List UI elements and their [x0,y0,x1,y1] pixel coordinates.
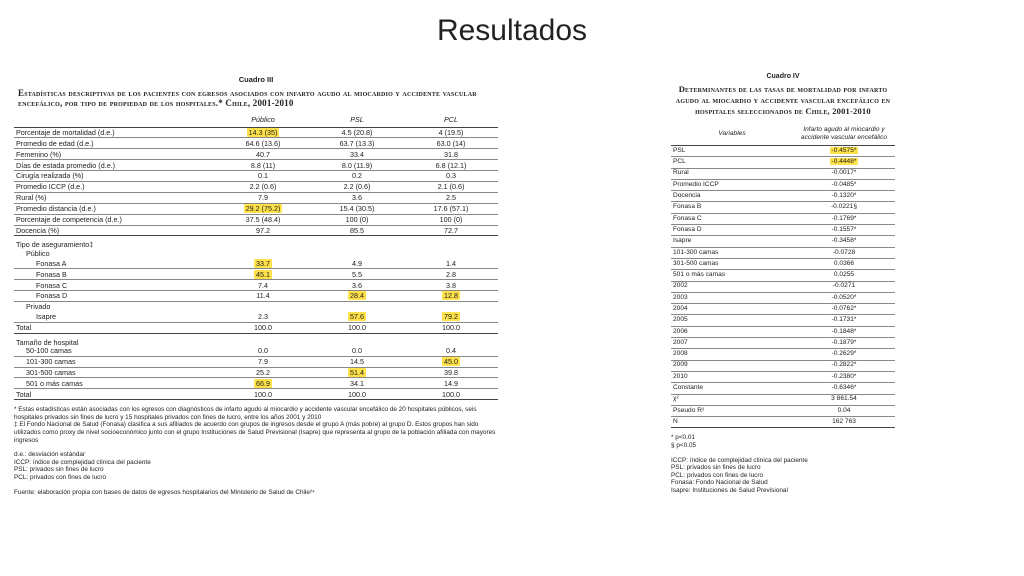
table-cell: 162 763 [793,417,895,428]
abbrev-item: Fonasa: Fondo Nacional de Salud [671,479,768,487]
table-cell: -0.3458* [793,236,895,247]
column-header: Infarto agudo al miocardio y accidente vascular encefálico [793,123,895,146]
table-cell: 0.4 [404,346,498,356]
highlighted-value: 45.1 [256,269,270,279]
row-label: Isapre [14,312,216,322]
table-cell: 2.5 [404,192,498,203]
row-label: Fonasa C [671,213,793,224]
table-cell [310,291,404,302]
row-label: Total [14,322,216,333]
table-cell: -0.0271 [793,281,895,292]
table-cell: -0.0017* [793,168,895,179]
table-cell [310,312,404,322]
table-cell: 85.5 [310,225,404,236]
table-cell: 8.8 (11) [216,160,310,171]
table-cell: 40.7 [216,149,310,160]
table-row [14,291,498,302]
section-label: Tipo de aseguramiento‡ [16,240,94,250]
table-cell: 100.0 [404,389,498,400]
table-cell: 100.0 [216,322,310,333]
table-cell: 0.1 [216,171,310,182]
table-row [671,304,895,315]
row-label: Docencia (%) [14,225,216,236]
table-cell: 2.3 [216,312,310,322]
table-cell: -0.0520* [793,292,895,303]
highlighted-value: 45.0 [444,356,458,366]
section-label-row [14,248,498,258]
abbrev-item: PSL: privados sin fines de lucro [671,464,761,472]
table-cell: 5.5 [310,269,404,280]
table-row [14,322,498,333]
table-cell: 15.4 (30.5) [310,203,404,214]
highlighted-value: 33.7 [256,258,270,268]
row-label: Femenino (%) [14,149,216,160]
table-cell: 39.8 [404,367,498,378]
table3-title: Estadísticas descriptivas de los pacientes con egresos asociados con infarto agudo al miocardio y accidente vascular encefálico, por tipo de propiedad de los hospitales.* Chile, 2001-2010 [18,87,477,108]
table-cell: -0.0485* [793,179,895,190]
table-cell: 100.0 [310,389,404,400]
table-cell: 3.8 [404,280,498,291]
table-row [14,367,498,378]
column-header: PCL [404,114,498,128]
row-label: 2007 [671,338,793,349]
table-cell: 0.2 [310,171,404,182]
table-cell [793,146,895,157]
table-row [671,405,895,416]
row-label: 2002 [671,281,793,292]
table-cell: 0.3 [404,171,498,182]
row-label: Días de estada promedio (d.e.) [14,160,216,171]
table-cell: 0.0255 [793,270,895,281]
table4-grid [671,123,895,428]
abbrev-item: Isapre: Instituciones de Salud Previsional [671,486,788,494]
table-row [671,146,895,157]
abbrev-item: d.e.: desviación estándar [14,451,86,459]
table-cell: 6.8 (12.1) [404,160,498,171]
abbrev-item: ICCP: índice de complejidad clínica del paciente [14,458,151,466]
table-cell: 25.2 [216,367,310,378]
table-row [671,383,895,394]
table-row [14,258,498,268]
section-label: Público [26,248,50,258]
table4-notes [671,434,895,494]
table-header-row [671,123,895,146]
table-cell: 2.1 (0.6) [404,181,498,192]
table-cell: 97.2 [216,225,310,236]
row-label: Promedio ICCP (d.e.) [14,181,216,192]
table-cell: -0.0728 [793,247,895,258]
row-label: 2003 [671,292,793,303]
table-row [671,270,895,281]
table-cell: 4 (19.5) [404,127,498,138]
table-row [671,191,895,202]
highlighted-value: 51.4 [350,367,364,377]
table-cell: -0.1557* [793,225,895,236]
table4-label: Cuadro IV [766,73,800,80]
highlighted-value: 12.8 [444,291,458,301]
table-row [671,179,895,190]
row-label: Promedio de edad (d.e.) [14,138,216,149]
row-label: 2004 [671,304,793,315]
row-label: PCL [671,157,793,168]
table-row [671,360,895,371]
section-label-row [14,236,498,249]
highlighted-value: -0.4575* [831,146,857,154]
table-cell: 100 (0) [310,214,404,225]
table-cell [216,378,310,389]
row-label: Constante [671,383,793,394]
table3-label: Cuadro III [238,75,274,84]
table-row [14,225,498,236]
row-label: Fonasa A [14,258,216,268]
row-label: Isapre [671,236,793,247]
section-label: Tamaño de hospital [16,337,79,347]
row-label: 2008 [671,349,793,360]
table-cell: 31.8 [404,149,498,160]
table-row [671,247,895,258]
table-row [14,378,498,389]
table-row [14,149,498,160]
table-cell [793,157,895,168]
table3-note: ‡ El Fondo Nacional de Salud (Fonasa) clasifica a sus afiliados de acuerdo con grupos de ingresos desde el grupo A (más pobre) al grupo D. Estos grupos han sido utilizados como proxy de nivel socioeconómico junto con el grupo Instituciones de Salud Previsional (Isapre) que representa al grupo de la población afiliada con mayores ingresos [14,421,496,444]
table-cell: -0.0221§ [793,202,895,213]
row-label: Porcentaje de mortalidad (d.e.) [14,127,216,138]
table-row [671,371,895,382]
table3-notes [14,406,498,496]
table-cell: -0.2629* [793,349,895,360]
table-cell: 0.0 [216,346,310,356]
table-cell: -0.2380* [793,371,895,382]
row-label: Fonasa D [671,225,793,236]
highlighted-value: 28.4 [350,291,364,301]
table-cell: 11.4 [216,291,310,302]
table-cell [216,127,310,138]
table-cell: 63.7 (13.3) [310,138,404,149]
table-cell: 0.0 [310,346,404,356]
table-cell: 14.5 [310,356,404,367]
table-cell: 2.2 (0.6) [216,181,310,192]
row-label: 50-100 camas [14,346,216,356]
row-label: Fonasa D [14,291,216,302]
row-label: Docencia [671,191,793,202]
table-cell: 37.5 (48.4) [216,214,310,225]
table-row [14,138,498,149]
table-row [14,214,498,225]
table-row [671,315,895,326]
row-label: Cirugía realizada (%) [14,171,216,182]
table-row [671,349,895,360]
row-label: Promedio distancia (d.e.) [14,203,216,214]
row-label: 301-500 camas [14,367,216,378]
table-row [671,213,895,224]
table-row [14,160,498,171]
row-label: 2010 [671,371,793,382]
table-row [671,157,895,168]
highlighted-value: 66.9 [256,378,270,388]
table-cell: 4.5 (20.8) [310,127,404,138]
table-cell: -0.1731* [793,315,895,326]
table-cell: 100 (0) [404,214,498,225]
table-row [671,417,895,428]
row-label: Pseudo R² [671,405,793,416]
table-row [14,171,498,182]
table-cell: 33.4 [310,149,404,160]
column-header: PSL [310,114,404,128]
table-cell: 2.8 [404,269,498,280]
table-cell: 3.6 [310,280,404,291]
column-header: Público [216,114,310,128]
table-row [671,338,895,349]
table-cell: 3 861.54 [793,394,895,405]
table-row [14,346,498,356]
table-cell: 63.0 (14) [404,138,498,149]
table-cell: 7.9 [216,356,310,367]
table-cell: 14.9 [404,378,498,389]
abbrev-item: PSL: privados sin fines de lucro [14,466,104,474]
table-row [671,258,895,269]
table-cell: 1.4 [404,258,498,268]
row-label: Fonasa B [671,202,793,213]
table-cell [404,356,498,367]
row-label: 2005 [671,315,793,326]
table-row [14,203,498,214]
table-row [14,280,498,291]
section-label-row [14,333,498,346]
section-label: Privado [26,302,51,312]
table-cell: -0.1769* [793,213,895,224]
row-label: N [671,417,793,428]
table-row [671,202,895,213]
table-cell: 100.0 [216,389,310,400]
row-label: Rural [671,168,793,179]
table-cell [310,367,404,378]
table-cell: 0.04 [793,405,895,416]
highlighted-value: 14.3 (35) [248,127,278,137]
table-cell [216,203,310,214]
table-header-row [14,114,498,128]
table-cell: -0.0762* [793,304,895,315]
table-cell [404,312,498,322]
table-cell [216,258,310,268]
row-label: Total [14,389,216,400]
row-label: Fonasa B [14,269,216,280]
table-cell: 17.6 (57.1) [404,203,498,214]
highlighted-value: 57.6 [350,312,364,322]
slide-title: Resultados [436,14,588,47]
row-label: 501 o más camas [671,270,793,281]
row-label: Porcentaje de competencia (d.e.) [14,214,216,225]
table4-title: Determinantes de las tasas de mortalidad por infarto agudo al miocardio y accidente vascular encefálico en hospitales seleccionados de Chile, 2001-2010 [675,84,891,116]
table-row [14,127,498,138]
row-label: 101-300 camas [14,356,216,367]
sig-note: § p<0.05 [671,442,697,450]
table-cell [216,269,310,280]
abbrev-item: PCL: privados con fines de lucro [671,471,764,479]
table-cell: -0.1848* [793,326,895,337]
abbrev-item: PCL: privados con fines de lucro [14,473,107,481]
section-label-row [14,301,498,312]
table-cell: 4.9 [310,258,404,268]
table-row [14,192,498,203]
table-cell: 7.9 [216,192,310,203]
sig-note: * p<0.01 [671,434,695,442]
row-label: Fonasa C [14,280,216,291]
table-cell: 100.0 [404,322,498,333]
table-cell: -0.2822* [793,360,895,371]
abbrev-item: ICCP: índice de complejidad clínica del paciente [671,456,808,464]
table3-note: * Estas estadísticas están asociadas con los egresos con diagnósticos de infarto agudo al miocardio y accidente vascular encefálico de 20 hospitales públicos, seis hospitales privados sin fines de lucro y 15 hospitales privados con fines de lucro, entre los años 2001 y 2010 [14,406,477,421]
table-cuadro-iv [671,73,895,495]
table-row [671,394,895,405]
row-label: 101-300 camas [671,247,793,258]
table-row [671,236,895,247]
row-label: 501 o más camas [14,378,216,389]
table-cell: 64.6 (13.6) [216,138,310,149]
row-label: Promedio ICCP [671,179,793,190]
table-cell: -0.1320* [793,191,895,202]
highlighted-value: -0.4448* [831,158,857,166]
table-row [14,312,498,322]
table-cuadro-iii [14,76,498,496]
row-label: 2006 [671,326,793,337]
row-label: χ² [671,394,793,405]
table-cell: 100.0 [310,322,404,333]
row-label: 301-500 camas [671,258,793,269]
table-row [671,326,895,337]
table-row [671,168,895,179]
highlighted-value: 79.2 [444,312,458,322]
column-header [14,114,216,128]
highlighted-value: 29.2 (75.2) [245,204,281,214]
table-cell: 2.2 (0.6) [310,181,404,192]
table-row [14,356,498,367]
table-cell: 3.6 [310,192,404,203]
table-row [14,389,498,400]
table3-grid [14,114,498,401]
row-label: 2009 [671,360,793,371]
table-row [671,281,895,292]
column-header: Variables [671,123,793,146]
table-cell [404,291,498,302]
row-label: PSL [671,146,793,157]
table-cell: 72.7 [404,225,498,236]
table-row [14,181,498,192]
table-cell: 0.0366 [793,258,895,269]
table3-source: Fuente: elaboración propia con bases de datos de egresos hospitalarios del Ministerio de Salud de Chile²⁴ [14,488,315,496]
table-cell: -0.1879* [793,338,895,349]
table-cell: -0.6346* [793,383,895,394]
table-cell: 7.4 [216,280,310,291]
table-cell: 8.0 (11.9) [310,160,404,171]
table-row [14,269,498,280]
table-cell: 34.1 [310,378,404,389]
table-row [671,292,895,303]
row-label: Rural (%) [14,192,216,203]
table-row [671,225,895,236]
